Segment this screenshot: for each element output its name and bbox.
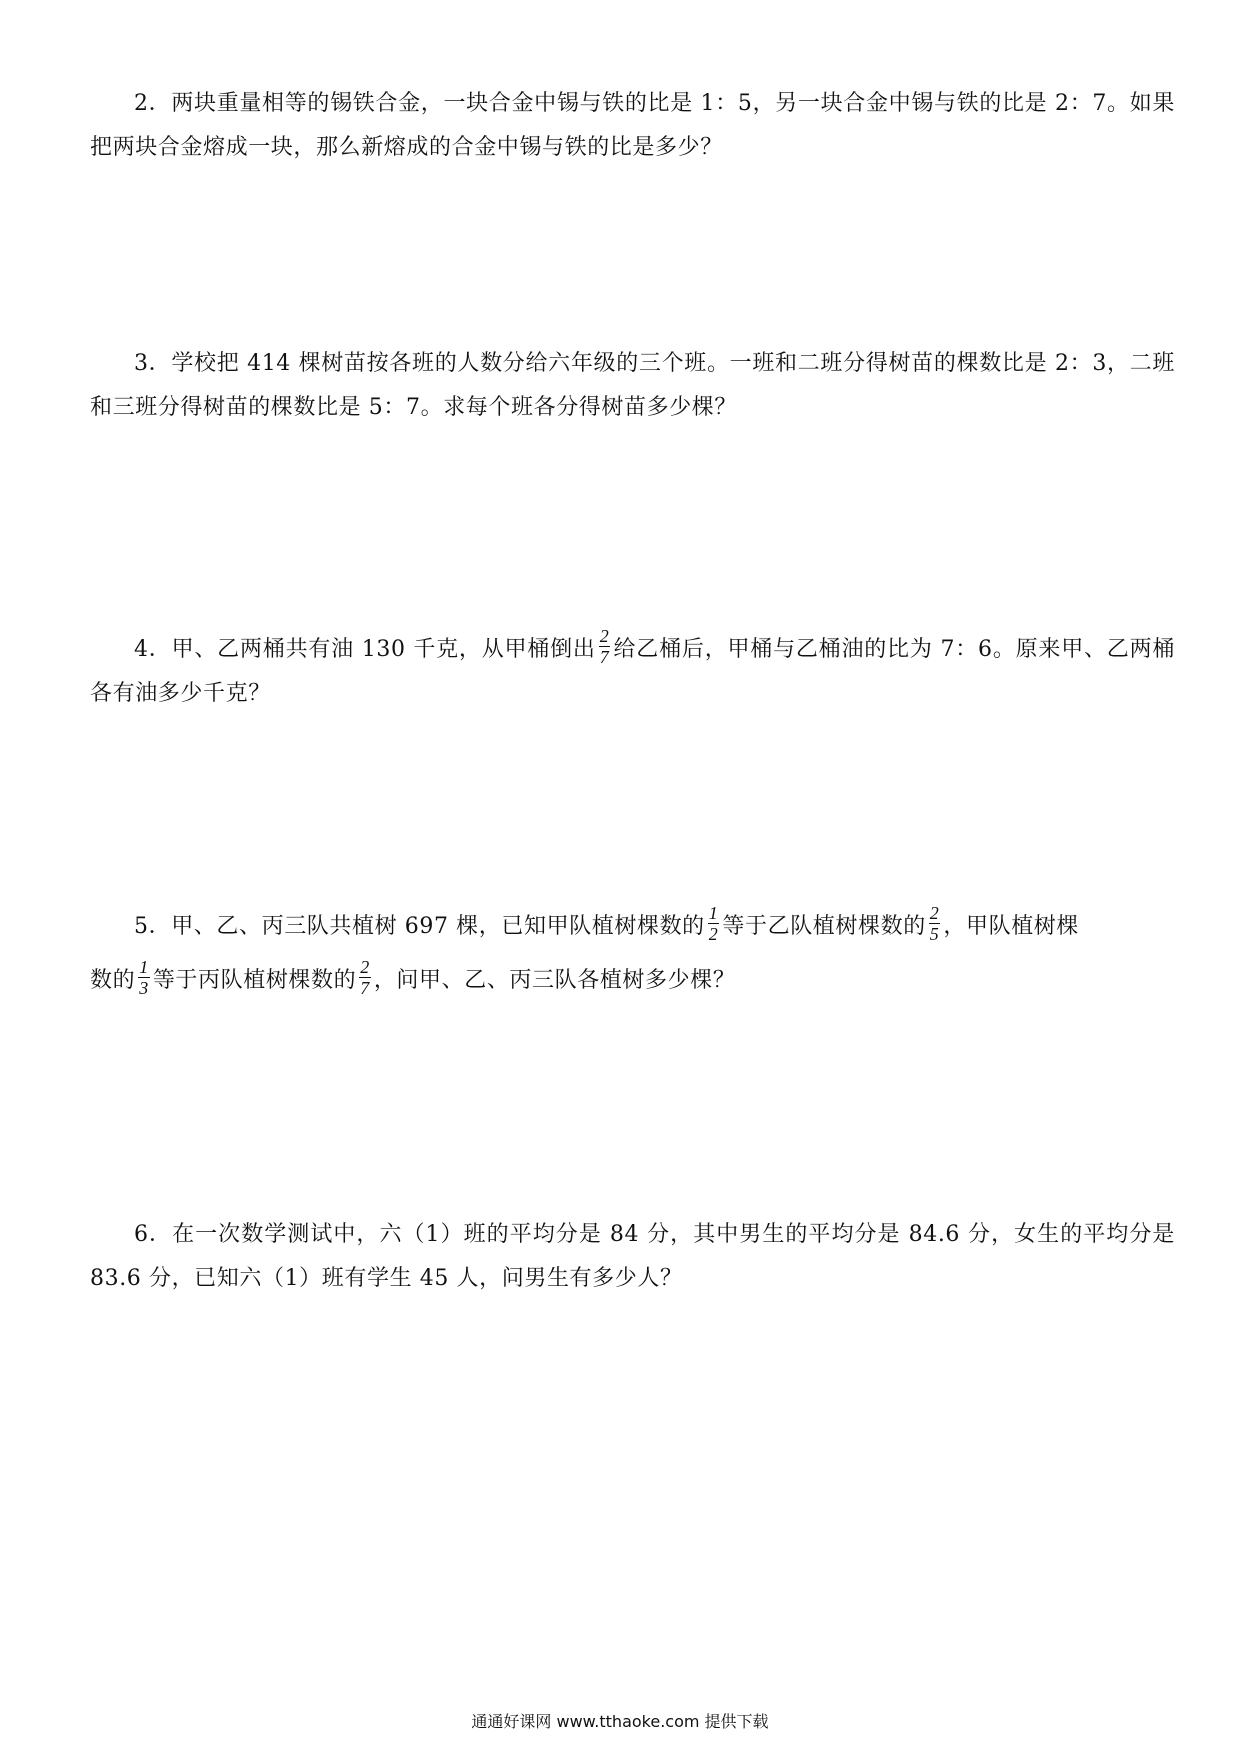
fraction-2-5 [929, 903, 941, 944]
fraction-2-7 [359, 957, 371, 998]
problem-5-text-part3: ，甲队植树棵 [943, 914, 1080, 939]
problem-3 [90, 342, 1175, 430]
problem-2-text: 2．两块重量相等的锡铁合金，一块合金中锡与铁的比是 1：5，另一块合金中锡与铁的比是 2：7。如果把两块合金熔成一块，那么新熔成的合金中锡与铁的比是多少？ [90, 91, 1175, 160]
fraction-1-3 [138, 957, 150, 998]
footer-text: 通通好课网 www.tthaoke.com 提供下载 [471, 1712, 769, 1731]
problem-2 [90, 82, 1175, 170]
problem-3-text: 3．学校把 414 棵树苗按各班的人数分给六年级的三个班。一班和二班分得树苗的棵数比是 2：3，二班和三班分得树苗的棵数比是 5：7。求每个班各分得树苗多少棵？ [90, 351, 1175, 420]
fraction-denominator: 3 [139, 977, 149, 998]
problem-5-text-part1: 5．甲、乙、丙三队共植树 697 棵，已知甲队植树棵数的 [134, 914, 705, 939]
problem-5-text-part2: 等于乙队植树棵数的 [722, 914, 926, 939]
fraction-numerator: 2 [929, 902, 940, 923]
problem-4-text-part2: 给乙桶后，甲桶与乙桶油的比为 7：6。原来甲、乙两桶各有油多少千克？ [90, 637, 1175, 706]
problem-4 [90, 625, 1175, 716]
problem-5-text-part6: ，问甲、乙、丙三队各植树多少棵？ [373, 968, 736, 993]
fraction-numerator: 2 [360, 956, 370, 977]
problem-5-text-part5: 等于丙队植树棵数的 [152, 968, 357, 993]
problem-6-text: 6．在一次数学测试中，六（1）班的平均分是 84 分，其中男生的平均分是 84.6 分，女生的平均分是 83.6 分，已知六（1）班有学生 45 人，问男生有多少人？ [90, 1222, 1175, 1291]
fraction-2-7 [599, 626, 611, 667]
fraction-denominator: 5 [929, 923, 940, 944]
problem-4-text-part1: 4．甲、乙两桶共有油 130 千克，从甲桶倒出 [134, 637, 596, 662]
footer-credit [0, 1712, 1240, 1732]
fraction-numerator: 1 [139, 956, 149, 977]
fraction-denominator: 7 [599, 646, 610, 667]
fraction-numerator: 2 [599, 625, 610, 646]
fraction-denominator: 7 [360, 977, 370, 998]
problem-5 [90, 902, 1175, 1003]
fraction-1-2 [708, 903, 720, 944]
fraction-denominator: 2 [708, 923, 719, 944]
problem-5-text-part4: 数的 [90, 968, 136, 993]
problem-6 [90, 1213, 1175, 1301]
fraction-numerator: 1 [708, 902, 719, 923]
